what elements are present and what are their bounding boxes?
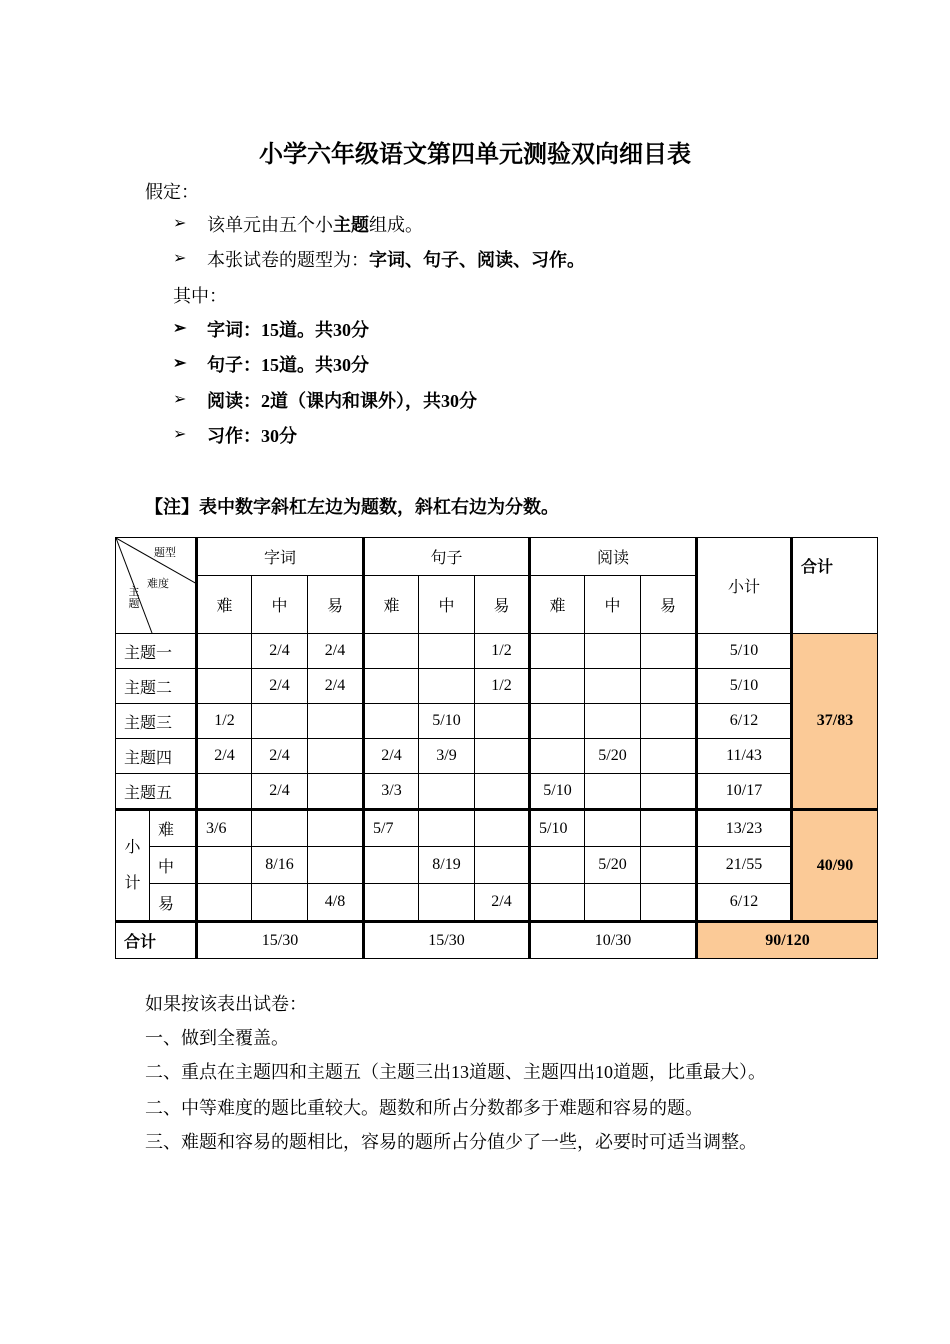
conclusion-4: 三、难题和容易的题相比，容易的题所占分值少了一些，必要时可适当调整。 <box>145 1132 757 1152</box>
table-cell <box>585 669 641 704</box>
table-cell <box>419 669 475 704</box>
table-cell <box>585 634 641 669</box>
arrow-bullet-icon: ➢ <box>173 320 187 337</box>
note: 【注】表中数字斜杠左边为题数，斜杠右边为分数。 <box>145 497 559 517</box>
table-cell: 4/8 <box>308 884 364 922</box>
group-header-ciyu: 字词 <box>197 538 364 576</box>
level-label: 难 <box>150 810 197 847</box>
table-row <box>116 884 878 922</box>
table-row <box>116 774 878 810</box>
table-cell <box>197 634 252 669</box>
level-label: 中 <box>150 847 197 884</box>
table-cell: 2/4 <box>252 739 308 774</box>
table-cell: 2/4 <box>364 739 419 774</box>
table-cell <box>585 704 641 739</box>
table-cell: 5/7 <box>364 810 419 847</box>
bullet-1-text: 该单元由五个小 <box>207 215 333 235</box>
row-subtotal: 5/10 <box>697 634 792 669</box>
topic-label: 主题三 <box>116 704 197 739</box>
table-cell: 3/6 <box>197 810 252 847</box>
table-cell: 3/9 <box>419 739 475 774</box>
table-cell <box>308 739 364 774</box>
table-cell <box>530 634 585 669</box>
table-cell: 5/10 <box>530 810 585 847</box>
table-cell <box>641 704 697 739</box>
sub-label-2: 计 <box>124 874 141 892</box>
table-cell <box>641 810 697 847</box>
row-subtotal: 11/43 <box>697 739 792 774</box>
row-subtotal: 21/55 <box>697 847 792 884</box>
table-cell: 2/4 <box>252 634 308 669</box>
table-cell <box>475 774 530 810</box>
table-cell: 2/4 <box>308 634 364 669</box>
table-cell <box>308 774 364 810</box>
level-rows <box>116 810 878 922</box>
level-header: 易 <box>308 576 364 634</box>
topic-label: 主题五 <box>116 774 197 810</box>
table-cell <box>530 847 585 884</box>
group-header-juzi: 句子 <box>364 538 530 576</box>
table-cell <box>585 774 641 810</box>
table-cell <box>641 634 697 669</box>
conclusion-intro: 如果按该表出试卷： <box>145 994 307 1014</box>
subtotal-header: 小计 <box>697 538 792 634</box>
level-header: 易 <box>475 576 530 634</box>
topics-total: 37/83 <box>792 634 878 810</box>
table-cell <box>252 810 308 847</box>
table-cell <box>364 669 419 704</box>
table-cell <box>530 884 585 922</box>
table-cell <box>641 847 697 884</box>
table-cell <box>364 634 419 669</box>
subtotal-vertical-label <box>116 810 150 922</box>
table-cell <box>641 774 697 810</box>
arrow-bullet-icon: ➢ <box>173 391 187 408</box>
topic-label: 主题四 <box>116 739 197 774</box>
table-cell <box>197 847 252 884</box>
table-row <box>116 634 878 669</box>
table-cell <box>364 847 419 884</box>
arrow-bullet-icon: ➢ <box>173 355 187 372</box>
diagonal-header-cell <box>116 538 197 634</box>
table-cell <box>641 739 697 774</box>
conclusion-1: 一、做到全覆盖。 <box>145 1028 289 1048</box>
table-cell: 2/4 <box>197 739 252 774</box>
arrow-bullet-icon: ➢ <box>173 426 187 443</box>
table-cell <box>197 669 252 704</box>
total-row-yuedu: 10/30 <box>530 922 697 959</box>
grand-total: 90/120 <box>697 922 878 959</box>
total-row-ciyu: 15/30 <box>197 922 364 959</box>
diag-difficulty-label: 难度 <box>147 578 169 590</box>
level-label: 易 <box>150 884 197 922</box>
table-cell <box>475 739 530 774</box>
table-cell <box>419 810 475 847</box>
table-cell: 5/20 <box>585 847 641 884</box>
arrow-bullet-icon: ➢ <box>173 215 187 232</box>
table-row <box>116 810 878 847</box>
level-header: 中 <box>585 576 641 634</box>
table-cell <box>308 704 364 739</box>
table-cell <box>530 704 585 739</box>
assume-label: 假定： <box>145 182 199 202</box>
table-cell <box>252 884 308 922</box>
table-cell: 3/3 <box>364 774 419 810</box>
conclusion-3: 二、中等难度的题比重较大。题数和所占分数都多于难题和容易的题。 <box>145 1098 703 1118</box>
item-4: 习作：30分 <box>207 426 297 446</box>
row-subtotal: 6/12 <box>697 704 792 739</box>
bullet-1-suffix: 组成。 <box>369 215 423 235</box>
table-cell: 8/16 <box>252 847 308 884</box>
row-subtotal: 10/17 <box>697 774 792 810</box>
item-2: 句子：15道。共30分 <box>207 355 369 375</box>
table-cell <box>475 847 530 884</box>
table-cell: 2/4 <box>475 884 530 922</box>
level-header: 难 <box>530 576 585 634</box>
topic-label: 主题一 <box>116 634 197 669</box>
table-cell <box>308 847 364 884</box>
page-title: 小学六年级语文第四单元测验双向细目表 <box>259 140 691 168</box>
conclusion-2: 二、重点在主题四和主题五（主题三出13道题、主题四出10道题，比重最大）。 <box>145 1062 766 1082</box>
table-cell <box>641 669 697 704</box>
table-cell <box>641 884 697 922</box>
level-header: 难 <box>197 576 252 634</box>
table-cell <box>585 884 641 922</box>
table-cell: 2/4 <box>252 669 308 704</box>
table-cell <box>308 810 364 847</box>
among-label: 其中： <box>173 286 227 306</box>
table-cell: 8/19 <box>419 847 475 884</box>
table-cell <box>419 774 475 810</box>
level-header: 中 <box>252 576 308 634</box>
table-cell <box>585 810 641 847</box>
arrow-bullet-icon: ➢ <box>173 250 187 267</box>
row-subtotal: 13/23 <box>697 810 792 847</box>
total-row-juzi: 15/30 <box>364 922 530 959</box>
table-row <box>116 739 878 774</box>
table-cell <box>252 704 308 739</box>
table-cell: 5/10 <box>530 774 585 810</box>
bullet-1-bold: 主题 <box>333 215 369 235</box>
group-header-yuedu: 阅读 <box>530 538 697 576</box>
table-cell <box>364 884 419 922</box>
topic-rows <box>116 634 878 810</box>
diag-type-label: 题型 <box>154 547 176 559</box>
item-3: 阅读：2道（课内和课外），共30分 <box>207 391 477 411</box>
table-cell: 1/2 <box>475 634 530 669</box>
total-row-label: 合计 <box>116 922 197 959</box>
table-cell: 5/10 <box>419 704 475 739</box>
item-1: 字词：15道。共30分 <box>207 320 369 340</box>
table-cell <box>419 884 475 922</box>
table-cell <box>197 884 252 922</box>
diag-topic-label: 主题 <box>128 586 140 610</box>
spec-table <box>115 537 878 959</box>
table-cell <box>419 634 475 669</box>
table-cell <box>197 774 252 810</box>
row-subtotal: 6/12 <box>697 884 792 922</box>
table-cell <box>530 739 585 774</box>
bullet-2-bold: 字词、句子、阅读、习作。 <box>369 250 585 270</box>
table-row <box>116 704 878 739</box>
table-cell: 1/2 <box>197 704 252 739</box>
table-cell <box>475 704 530 739</box>
table-cell <box>475 810 530 847</box>
total-header: 合计 <box>792 538 878 634</box>
bullet-1 <box>207 211 423 237</box>
table-cell <box>530 669 585 704</box>
table-row <box>116 669 878 704</box>
table-cell: 2/4 <box>308 669 364 704</box>
table-cell: 2/4 <box>252 774 308 810</box>
topic-label: 主题二 <box>116 669 197 704</box>
table-cell: 1/2 <box>475 669 530 704</box>
table-row <box>116 847 878 884</box>
table-cell: 5/20 <box>585 739 641 774</box>
bullet-2 <box>207 246 585 272</box>
level-header: 易 <box>641 576 697 634</box>
level-header: 难 <box>364 576 419 634</box>
level-header: 中 <box>419 576 475 634</box>
row-subtotal: 5/10 <box>697 669 792 704</box>
bullet-2-text: 本张试卷的题型为： <box>207 250 369 270</box>
levels-total: 40/90 <box>792 810 878 922</box>
table-cell <box>364 704 419 739</box>
sub-label-1: 小 <box>124 838 141 856</box>
